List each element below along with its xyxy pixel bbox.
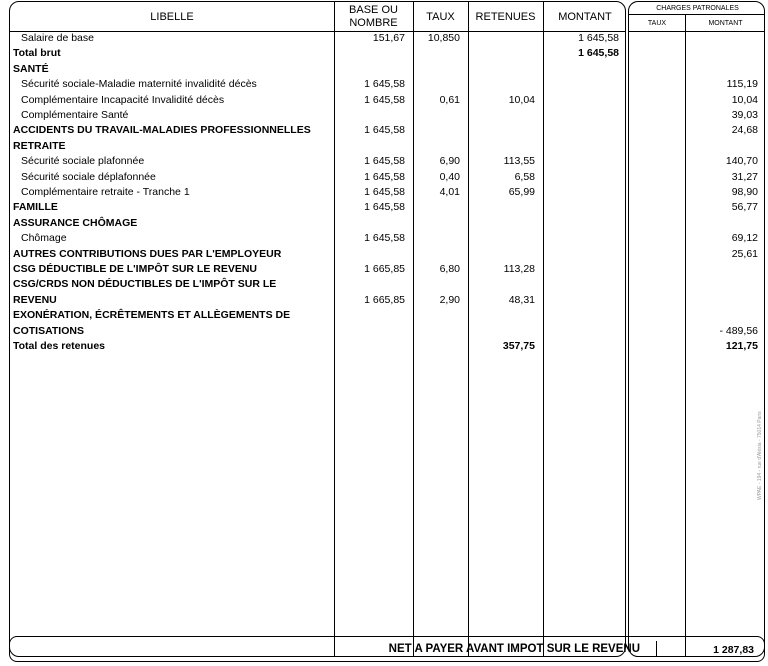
- cell-cp-montant: 98,90: [731, 186, 758, 198]
- cell-cp-montant: 25,61: [731, 247, 758, 260]
- side-col-divider: [685, 14, 686, 656]
- header-base-line2: NOMBRE: [349, 17, 398, 29]
- row-label: ACCIDENTS DU TRAVAIL-MALADIES PROFESSIONNELLES: [13, 124, 311, 137]
- cell-base: 1 645,58: [364, 93, 405, 106]
- cell-taux: 0,61: [439, 93, 460, 106]
- cell-base: 1 645,58: [364, 232, 405, 245]
- cell-base: 151,67: [372, 32, 405, 44]
- row-label: Salaire de base: [21, 32, 94, 44]
- cell-cp-montant: 121,75: [725, 340, 758, 352]
- cell-cp-montant: 140,70: [725, 155, 758, 168]
- cell-retenues: 113,55: [503, 155, 535, 168]
- cell-retenues: 65,99: [508, 186, 535, 198]
- row-label: COTISATIONS: [13, 324, 84, 337]
- row-label: Sécurité sociale plafonnée: [21, 155, 145, 168]
- net-pay-divider: [656, 641, 657, 657]
- header-charges-patronales: CHARGES PATRONALES: [656, 5, 739, 12]
- cell-base: 1 645,58: [364, 124, 405, 137]
- cell-retenues: 10,04: [508, 93, 535, 106]
- cell-cp-montant: 24,68: [731, 124, 758, 137]
- header-libelle: LIBELLE: [150, 11, 194, 23]
- row-label: Complémentaire retraite - Tranche 1: [21, 186, 190, 198]
- cell-taux: 4,01: [439, 186, 460, 198]
- row-label: EXONÉRATION, ÉCRÊTEMENTS ET ALLÈGEMENTS DE: [13, 309, 291, 322]
- row-label: CSG/CRDS NON DÉDUCTIBLES DE L'IMPÔT SUR LE: [13, 278, 277, 291]
- header-cp-taux: TAUX: [647, 20, 667, 27]
- row-label: Total des retenues: [13, 340, 105, 352]
- cell-taux: 2,90: [439, 293, 460, 306]
- header-taux: TAUX: [426, 11, 455, 23]
- row-label: RETRAITE: [13, 139, 66, 152]
- cell-taux: 0,40: [439, 170, 460, 183]
- col-divider-montant: [543, 2, 544, 656]
- cell-montant: 1 645,58: [578, 32, 619, 44]
- header-cp-montant: MONTANT: [708, 20, 743, 27]
- cell-cp-montant: 69,12: [731, 232, 758, 245]
- cell-retenues: 48,31: [508, 293, 535, 306]
- side-header-divider-top: [629, 14, 764, 15]
- cell-base: 1 645,58: [364, 155, 405, 168]
- row-label: ASSURANCE CHÔMAGE: [13, 216, 138, 229]
- printer-footer: WPAE - 194 - rue d'Alésia - 75014 Paris: [757, 411, 763, 500]
- header-divider: [10, 31, 625, 32]
- cell-cp-montant: - 489,56: [719, 324, 758, 337]
- row-label: FAMILLE: [13, 201, 58, 214]
- row-label: Sécurité sociale-Maladie maternité invalidité décès: [21, 78, 257, 91]
- net-pay-box: [9, 636, 765, 662]
- row-label: Total brut: [13, 47, 61, 60]
- cell-retenues: 113,28: [503, 263, 535, 275]
- cell-base: 1 665,85: [364, 263, 405, 275]
- row-label: SANTÉ: [13, 62, 49, 75]
- header-retenues: RETENUES: [475, 11, 536, 23]
- row-label: REVENU: [13, 293, 57, 306]
- header-montant: MONTANT: [558, 11, 612, 23]
- cell-retenues: 357,75: [502, 340, 535, 352]
- cell-cp-montant: 115,19: [726, 78, 758, 91]
- net-pay-value: 1 287,83: [713, 644, 754, 656]
- cell-taux: 10,850: [427, 32, 460, 44]
- payslip-main-table: [9, 1, 626, 657]
- col-divider-retenues: [468, 2, 469, 656]
- side-header-divider: [629, 31, 764, 32]
- cell-cp-montant: 39,03: [731, 109, 758, 121]
- cell-cp-montant: 31,27: [731, 170, 758, 183]
- row-label: Complémentaire Santé: [21, 109, 129, 121]
- cell-montant: 1 645,58: [578, 47, 619, 60]
- col-divider-base: [334, 2, 335, 656]
- col-divider-taux: [413, 2, 414, 656]
- row-label: Chômage: [21, 232, 67, 245]
- employer-charges-table: [628, 1, 765, 657]
- net-pay-label: NET A PAYER AVANT IMPOT SUR LE REVENU: [388, 643, 640, 655]
- row-label: CSG DÉDUCTIBLE DE L'IMPÔT SUR LE REVENU: [13, 263, 258, 275]
- cell-base: 1 645,58: [364, 78, 405, 91]
- cell-base: 1 645,58: [364, 186, 405, 198]
- cell-base: 1 645,58: [364, 170, 405, 183]
- row-label: Sécurité sociale déplafonnée: [21, 170, 156, 183]
- cell-taux: 6,90: [439, 155, 460, 168]
- header-base-line1: BASE OU: [349, 4, 398, 16]
- cell-base: 1 645,58: [364, 201, 405, 214]
- cell-cp-montant: 10,04: [731, 93, 758, 106]
- cell-taux: 6,80: [439, 263, 460, 275]
- cell-cp-montant: 56,77: [731, 201, 758, 214]
- cell-retenues: 6,58: [514, 170, 535, 183]
- cell-base: 1 665,85: [364, 293, 405, 306]
- row-label: AUTRES CONTRIBUTIONS DUES PAR L'EMPLOYEUR: [13, 247, 282, 260]
- row-label: Complémentaire Incapacité Invalidité décès: [21, 93, 225, 106]
